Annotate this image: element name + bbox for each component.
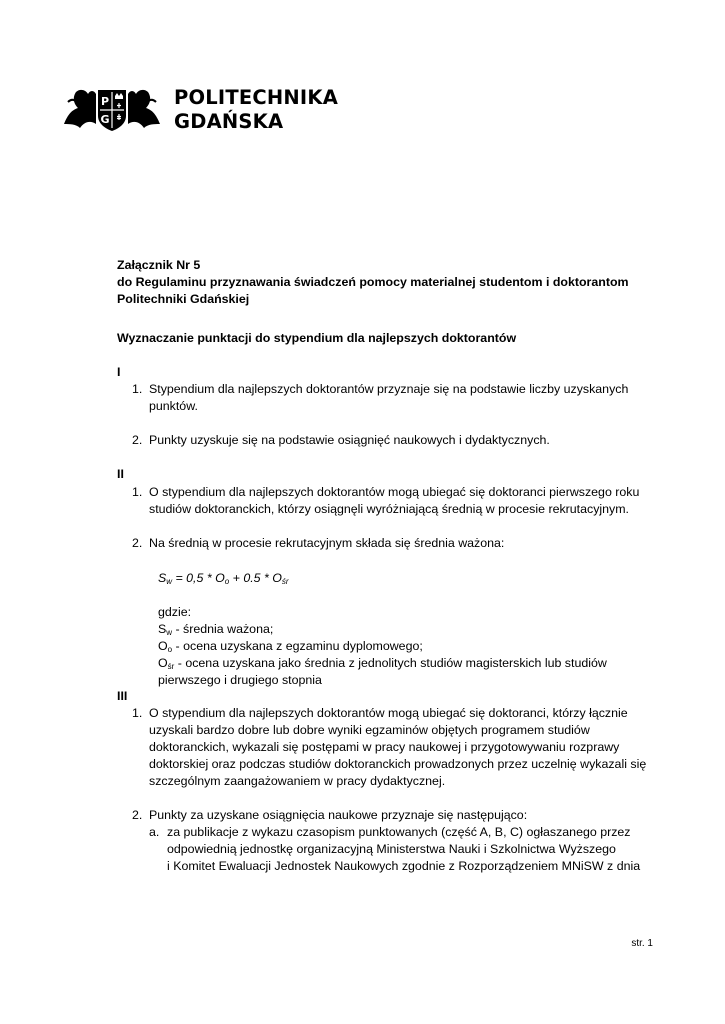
formula-osr-sub: śr bbox=[281, 577, 289, 586]
university-logo bbox=[62, 84, 338, 134]
section-2-item-1-line-2: studiów doktoranckich, którzy osiągnęli wyróżniającą średnią w procesie rekrutacyjnym. bbox=[149, 502, 629, 516]
definition-sw bbox=[158, 621, 273, 638]
where-label: gdzie: bbox=[158, 605, 192, 619]
subitem-a-letter: a. bbox=[149, 825, 160, 839]
logo-line-1: POLITECHNIKA bbox=[174, 86, 338, 109]
formula-s-sub: w bbox=[166, 577, 173, 586]
def-osr-text: - ocena uzyskana jako średnia z jednolitych studiów magisterskich lub studiów bbox=[174, 656, 607, 670]
def-oo-sub: o bbox=[167, 645, 173, 654]
section-2-item-1-line-1: O stypendium dla najlepszych doktorantów mogą ubiegać się doktoranci pierwszego roku bbox=[149, 485, 640, 499]
def-oo-symbol: O bbox=[158, 639, 168, 653]
section-3-item-1-line-2: uzyskali bardzo dobre lub dobre wyniki egzaminów objętych programem studiów bbox=[149, 723, 590, 737]
shield-letter-g: G bbox=[100, 113, 110, 126]
regulation-title: do Regulaminu przyznawania świadczeń pomocy materialnej studentom i doktorantom bbox=[117, 275, 629, 289]
definition-osr bbox=[158, 655, 607, 672]
section-2-item-1-number: 1. bbox=[132, 485, 143, 499]
section-2-numeral: II bbox=[117, 467, 124, 481]
def-sw-symbol: S bbox=[158, 622, 167, 636]
weighted-average-formula bbox=[158, 570, 289, 587]
definition-osr-line-2: pierwszego i drugiego stopnia bbox=[158, 673, 322, 687]
shield-letter-p: P bbox=[100, 95, 110, 108]
section-1-item-2-number: 2. bbox=[132, 433, 143, 447]
attachment-number: Załącznik Nr 5 bbox=[117, 258, 201, 272]
logo-line-2: GDAŃSKA bbox=[174, 110, 284, 133]
section-2-item-2-line-1: Na średnią w procesie rekrutacyjnym składa się średnia ważona: bbox=[149, 536, 505, 550]
def-sw-text: - średnia ważona; bbox=[172, 622, 274, 636]
page-number: str. 1 bbox=[631, 938, 653, 949]
institution-name: Politechniki Gdańskiej bbox=[117, 292, 250, 306]
def-oo-text: - ocena uzyskana z egzaminu dyplomowego; bbox=[172, 639, 423, 653]
def-osr-symbol: O bbox=[158, 656, 168, 670]
section-1-item-1-number: 1. bbox=[132, 382, 143, 396]
section-3-item-1-line-5: szczególnym zaangażowaniem w pracy dydaktycznej. bbox=[149, 774, 446, 788]
subitem-a-line-2: odpowiednią jednostkę organizacyjną Ministerstwa Nauki i Szkolnictwa Wyższego bbox=[167, 842, 616, 856]
subitem-a-line-3: i Komitet Ewaluacji Jednostek Naukowych zgodnie z Rozporządzeniem MNiSW z dnia bbox=[167, 859, 641, 873]
section-1-item-2-line-1: Punkty uzyskuje się na podstawie osiągnięć naukowych i dydaktycznych. bbox=[149, 433, 550, 447]
section-1-numeral: I bbox=[117, 365, 121, 379]
logo-wordmark bbox=[174, 86, 338, 134]
subitem-a-line-1: za publikacje z wykazu czasopism punktowanych (część A, B, C) ogłaszanego przez bbox=[167, 825, 631, 839]
section-2-item-2-number: 2. bbox=[132, 536, 143, 550]
section-1-item-1-line-1: Stypendium dla najlepszych doktorantów przyznaje się na podstawie liczby uzyskanych bbox=[149, 382, 629, 396]
section-3-item-1-number: 1. bbox=[132, 706, 143, 720]
logo-emblem-icon bbox=[62, 84, 162, 134]
section-3-item-1-line-3: doktoranckich, wykazali się postępami w pracy naukowej i przygotowywaniu rozprawy bbox=[149, 740, 620, 754]
section-3-item-2-line-1: Punkty za uzyskane osiągnięcia naukowe przyznaje się następująco: bbox=[149, 808, 528, 822]
formula-o-sub: o bbox=[224, 577, 230, 586]
formula-s: S bbox=[158, 571, 167, 585]
section-3-item-1-line-1: O stypendium dla najlepszych doktorantów mogą ubiegać się doktoranci, którzy łącznie bbox=[149, 706, 628, 720]
def-osr-sub: śr bbox=[167, 662, 175, 671]
section-3-numeral: III bbox=[117, 689, 128, 703]
section-3-item-2-number: 2. bbox=[132, 808, 143, 822]
formula-eq: = 0,5 * O bbox=[172, 571, 225, 585]
section-1-item-1-line-2: punktów. bbox=[149, 399, 198, 413]
document-title: Wyznaczanie punktacji do stypendium dla najlepszych doktorantów bbox=[117, 331, 517, 345]
formula-plus: + 0.5 * O bbox=[229, 571, 282, 585]
def-sw-sub: w bbox=[166, 628, 173, 637]
section-3-item-1-line-4: doktorskiej oraz podczas studiów doktoranckich prowadzonych przez uczelnię wykazali się bbox=[149, 757, 647, 771]
definition-oo bbox=[158, 638, 423, 655]
